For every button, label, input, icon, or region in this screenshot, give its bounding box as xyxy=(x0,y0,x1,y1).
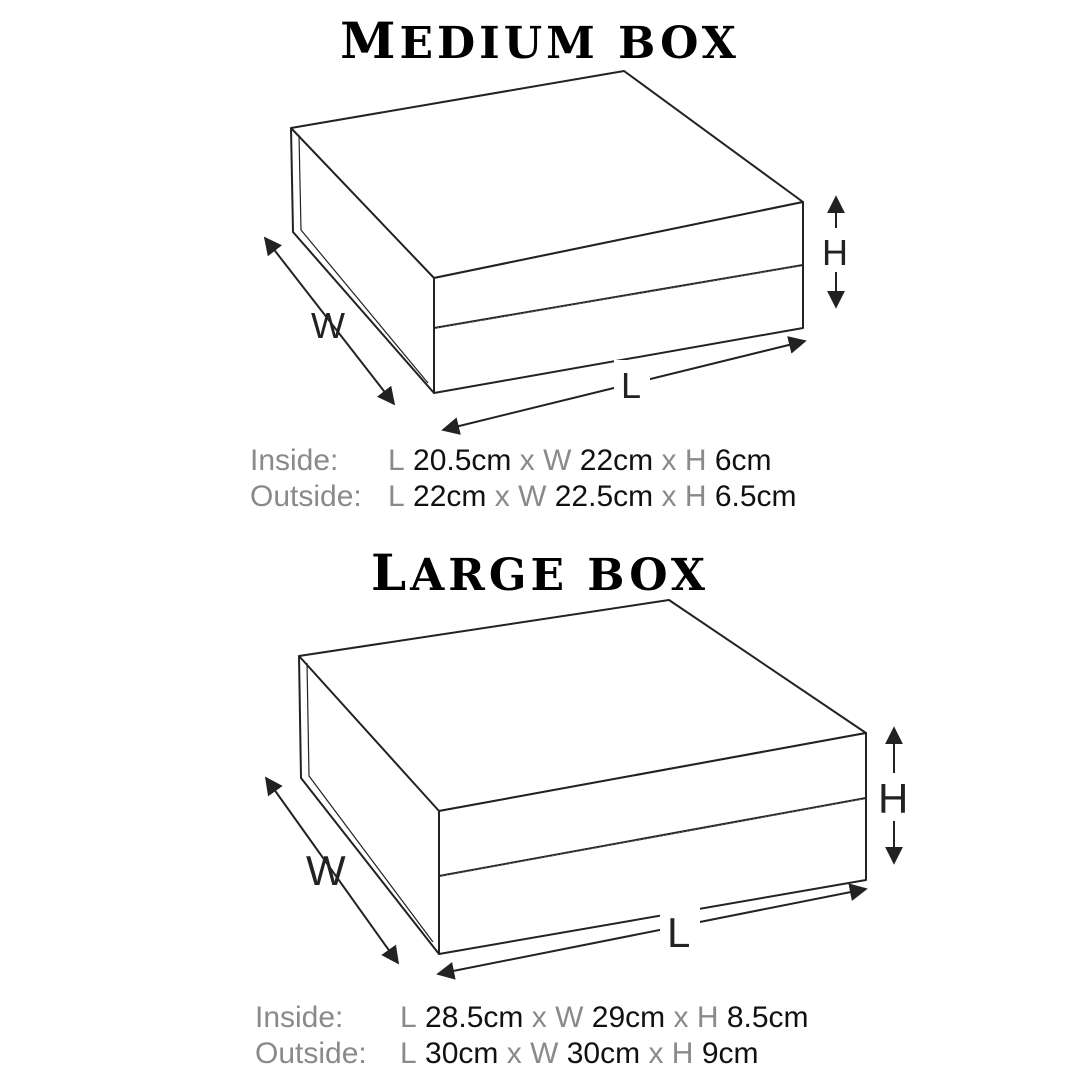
medium-box-title: MEDIUM BOX xyxy=(340,11,740,70)
width-value: 22cm xyxy=(579,444,654,477)
width-key: W xyxy=(555,1001,584,1034)
height-key: H xyxy=(684,480,707,513)
height-value: 9cm xyxy=(701,1037,759,1070)
length-value: 22cm xyxy=(413,480,487,513)
height-value: 6.5cm xyxy=(714,480,797,513)
medium-height-label: H xyxy=(822,232,848,273)
length-key: L xyxy=(388,444,405,477)
medium-width-label: W xyxy=(311,305,345,346)
outside-label: Outside: xyxy=(250,480,362,513)
times-sign: x xyxy=(648,1037,664,1070)
times-sign: x xyxy=(494,480,510,513)
width-key: W xyxy=(530,1037,559,1070)
times-sign: x xyxy=(661,444,677,477)
height-key: H xyxy=(696,1001,719,1034)
outside-label: Outside: xyxy=(255,1037,367,1070)
width-key: W xyxy=(518,480,547,513)
large-box-dimensions xyxy=(255,1000,809,1072)
length-key: L xyxy=(400,1001,417,1034)
medium-box-outline xyxy=(291,71,803,393)
width-value: 29cm xyxy=(591,1001,666,1034)
large-length-arrow xyxy=(438,889,866,974)
height-value: 6cm xyxy=(714,444,772,477)
times-sign: x xyxy=(661,480,677,513)
medium-inside-row xyxy=(250,443,797,479)
times-sign: x xyxy=(519,444,535,477)
length-value: 30cm xyxy=(425,1037,499,1070)
width-value: 22.5cm xyxy=(554,480,654,513)
medium-box-dimensions xyxy=(250,443,797,515)
large-inside-row xyxy=(255,1000,809,1036)
medium-box-diagram xyxy=(0,60,1080,450)
height-key: H xyxy=(671,1037,694,1070)
height-value: 8.5cm xyxy=(726,1001,809,1034)
length-value: 20.5cm xyxy=(413,444,512,477)
height-key: H xyxy=(684,444,707,477)
width-value: 30cm xyxy=(566,1037,641,1070)
times-sign: x xyxy=(673,1001,689,1034)
width-key: W xyxy=(543,444,572,477)
medium-outside-row xyxy=(250,479,797,515)
large-length-label: L xyxy=(667,909,691,956)
length-key: L xyxy=(400,1037,417,1070)
large-width-label: W xyxy=(306,847,346,894)
length-value: 28.5cm xyxy=(425,1001,524,1034)
length-key: L xyxy=(388,480,405,513)
inside-label: Inside: xyxy=(250,444,339,477)
large-outside-row xyxy=(255,1036,809,1072)
large-box-diagram xyxy=(0,590,1080,990)
times-sign: x xyxy=(506,1037,522,1070)
large-box-title: LARGE BOX xyxy=(371,543,709,602)
large-height-label: H xyxy=(878,775,909,822)
times-sign: x xyxy=(531,1001,547,1034)
medium-length-label: L xyxy=(621,365,642,406)
inside-label: Inside: xyxy=(255,1001,344,1034)
large-box-outline xyxy=(299,600,866,954)
